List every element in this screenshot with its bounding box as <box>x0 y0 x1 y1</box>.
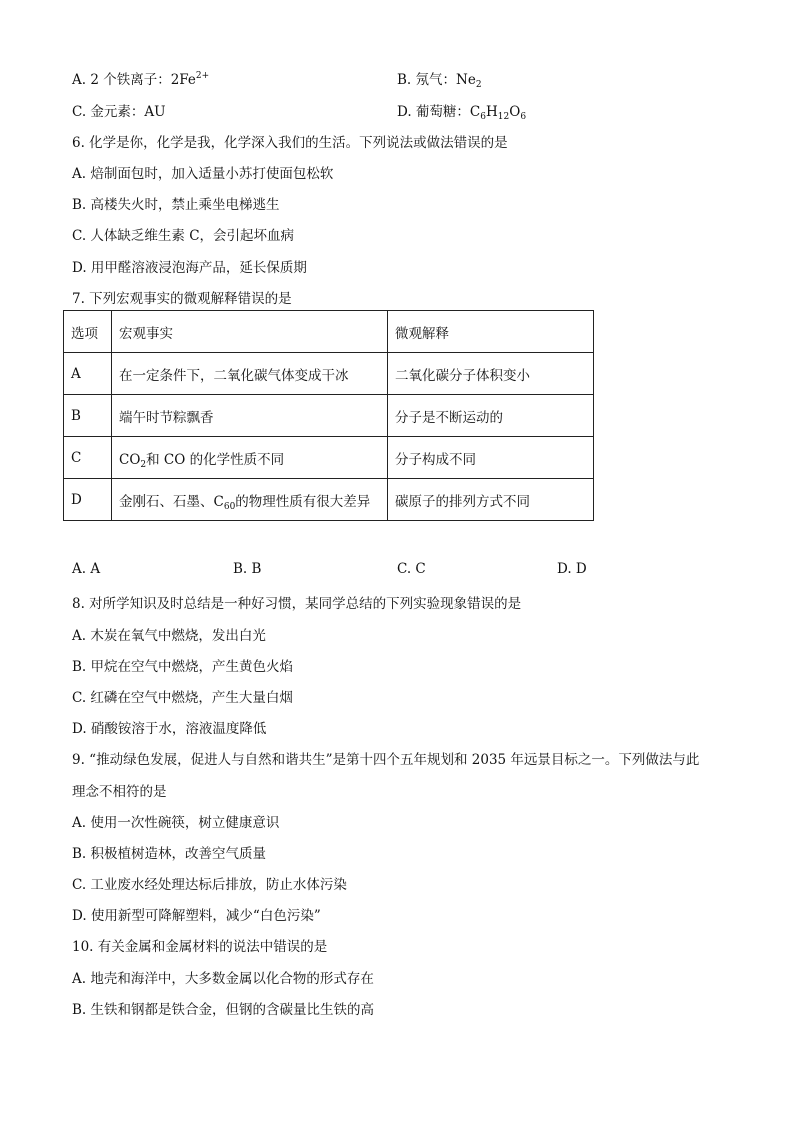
q10-option-a: A. 地壳和海洋中，大多数金属以化合物的形式存在 <box>72 971 374 987</box>
formula-part: O <box>509 104 521 120</box>
header-fact: 宏观事实 <box>112 311 388 353</box>
row-fact: 在一定条件下，二氧化碳气体变成干冰 <box>112 353 388 395</box>
q7-option-b: B. B <box>233 561 262 577</box>
subscript: 6 <box>520 112 527 122</box>
q5-option-b <box>397 68 482 88</box>
subscript: 2 <box>475 80 482 90</box>
row-fact <box>112 479 388 521</box>
fact-text: 和 CO 的化学性质不同 <box>146 451 285 468</box>
row-option: A <box>64 353 112 395</box>
formula-part: CO <box>119 451 141 468</box>
q9-option-d: D. 使用新型可降解塑料，减少“白色污染” <box>72 908 321 924</box>
row-explanation: 分子构成不同 <box>388 437 594 479</box>
subscript: 2 <box>140 459 147 470</box>
ion-charge: 2+ <box>195 71 210 81</box>
q9-option-a: A. 使用一次性碗筷，树立健康意识 <box>72 815 280 831</box>
q8-stem: 8. 对所学知识及时总结是一种好习惯，某同学总结的下列实验现象错误的是 <box>72 596 522 612</box>
table-row <box>64 479 594 521</box>
q6-option-b: B. 高楼失火时，禁止乘坐电梯逃生 <box>72 197 280 213</box>
q5-option-c: C. 金元素：AU <box>72 104 166 120</box>
q8-option-c: C. 红磷在空气中燃烧，产生大量白烟 <box>72 690 293 706</box>
row-explanation: 分子是不断运动的 <box>388 395 594 437</box>
q5-option-b-text: B. 氖气：Ne <box>397 72 476 88</box>
q7-table <box>63 310 594 521</box>
subscript: 60 <box>223 501 236 512</box>
q7-option-d: D. D <box>557 561 587 577</box>
table-header-row <box>64 311 594 353</box>
q5-option-a <box>72 68 209 88</box>
table-row <box>64 395 594 437</box>
q9-stem-line2: 理念不相符的是 <box>72 784 167 800</box>
header-explanation: 微观解释 <box>388 311 594 353</box>
q9-option-b: B. 积极植树造林，改善空气质量 <box>72 846 267 862</box>
header-option: 选项 <box>64 311 112 353</box>
q7-stem: 7. 下列宏观事实的微观解释错误的是 <box>72 291 292 307</box>
q8-option-d: D. 硝酸铵溶于水，溶液温度降低 <box>72 721 267 737</box>
row-option: D <box>64 479 112 521</box>
row-option: C <box>64 437 112 479</box>
q7-option-c: C. C <box>397 561 426 577</box>
row-option: B <box>64 395 112 437</box>
q5-option-d <box>397 100 526 120</box>
subscript: 12 <box>497 112 510 122</box>
table-row <box>64 437 594 479</box>
fact-text: 金刚石、石墨、C <box>119 493 224 510</box>
q6-option-d: D. 用甲醛溶液浸泡海产品，延长保质期 <box>72 260 307 276</box>
q6-option-c: C. 人体缺乏维生素 C，会引起坏血病 <box>72 228 295 244</box>
q9-option-c: C. 工业废水经处理达标后排放，防止水体污染 <box>72 877 347 893</box>
q5-option-a-text: A. 2 个铁离子：2Fe <box>72 72 196 88</box>
q10-stem: 10. 有关金属和金属材料的说法中错误的是 <box>72 939 328 955</box>
q10-option-b: B. 生铁和钢都是铁合金，但钢的含碳量比生铁的高 <box>72 1002 375 1018</box>
table-row <box>64 353 594 395</box>
q8-option-b: B. 甲烷在空气中燃烧，产生黄色火焰 <box>72 659 294 675</box>
q5-option-d-text: D. 葡萄糖：C <box>397 104 481 120</box>
fact-text: 的物理性质有很大差异 <box>235 493 371 510</box>
row-fact: 端午时节粽飘香 <box>112 395 388 437</box>
q7-option-a: A. A <box>72 561 101 577</box>
q6-option-a: A. 焙制面包时，加入适量小苏打使面包松软 <box>72 166 334 182</box>
q6-stem: 6. 化学是你，化学是我，化学深入我们的生活。下列说法或做法错误的是 <box>72 135 508 151</box>
subscript: 6 <box>480 112 486 122</box>
row-explanation: 碳原子的排列方式不同 <box>388 479 594 521</box>
formula-part: H <box>486 104 498 120</box>
q9-stem-line1: 9. “推动绿色发展，促进人与自然和谐共生”是第十四个五年规划和 2035 年远景目标之一。下列做法与此 <box>72 752 700 768</box>
q8-option-a: A. 木炭在氧气中燃烧，发出白光 <box>72 628 266 644</box>
row-explanation: 二氧化碳分子体积变小 <box>388 353 594 395</box>
row-fact <box>112 437 388 479</box>
